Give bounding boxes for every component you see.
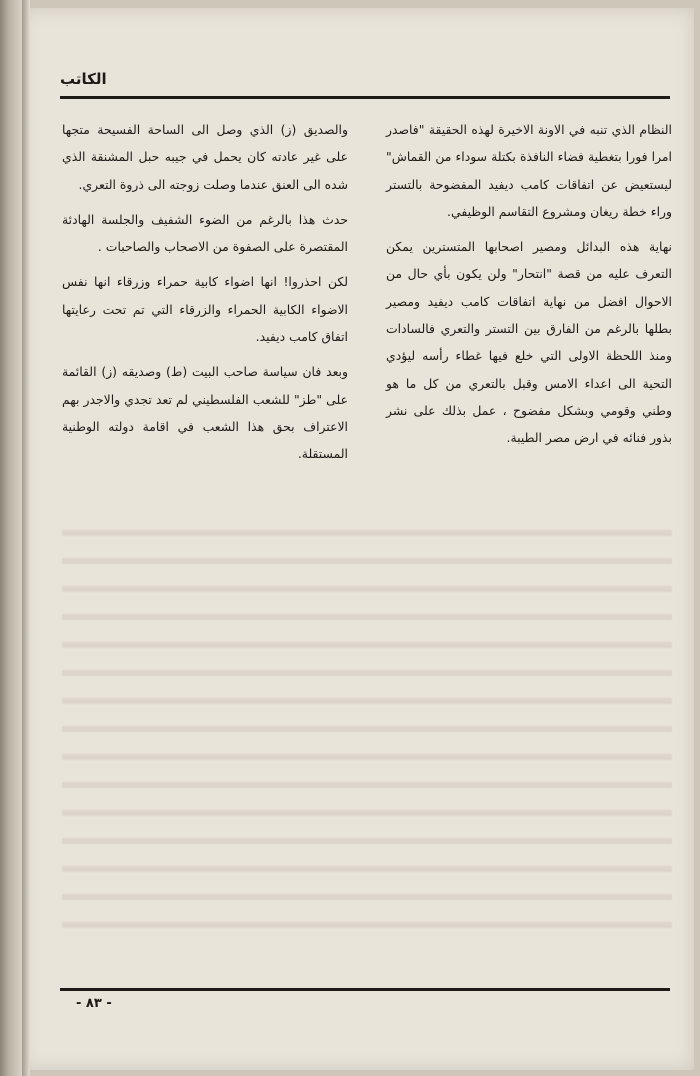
text-column-right — [386, 116, 672, 460]
paragraph: نهاية هذه البدائل ومصير اصحابها المتسترين يمكن التعرف عليه من قصة "انتحار" ولن يكون بأي حال من الاحوال افضل من نهاية اتفاقات كامب ديفيد ومصير بطلها بالرغم من الفارق بين التستر والتعري فالسادات ومنذ اللحظة الاولى التي خلع فيها غطاء رأسه ليؤدي التحية الى اعداء الامس وقبل بالتعري من كل ما هو وطني وقومي وبشكل مفضوح ، عمل بذلك على نشر بذور فنائه في ارض مصر الطيبة. — [386, 239, 672, 446]
running-header-title: الكاتب — [60, 70, 107, 88]
paragraph: حدث هذا بالرغم من الضوء الشفيف والجلسة الهادئة المقتصرة على الصفوة من الاصحاب والصاحبات . — [62, 211, 348, 255]
paragraph: لكن احذروا! انها اضواء كابية حمراء وزرقاء انها نفس الاضواء الكابية الحمراء والزرقاء التي تم تحت رعايتها اتفاق كامب ديفيد. — [62, 274, 348, 345]
text-column-left — [62, 116, 348, 476]
paragraph: النظام الذي تنبه في الاونة الاخيرة لهذه الحقيقة "فاصدر امرا فورا بتغطية فضاء النافذة بكتلة سوداء من القماش" ليستعيض عن اتفاقات كامب ديفيد المفضوحة بالتستر وراء خطة ريغان ومشروع التقاسم الوظيفي. — [386, 122, 672, 219]
book-binding — [0, 0, 22, 1076]
header-rule — [60, 96, 670, 99]
page-edge — [22, 0, 30, 1076]
footer-rule — [60, 988, 670, 991]
show-through-texture — [62, 520, 672, 950]
paragraph: والصديق (ز) الذي وصل الى الساحة الفسيحة متجها على غير عادته كان يحمل في جيبه حبل المشنقة الذي شده الى العنق عندما وصلت زوجته الى ذروة التعري. — [62, 122, 348, 192]
page-number: - ٨٣ - — [76, 996, 112, 1011]
paragraph: وبعد فان سياسة صاحب البيت (ط) وصديقه (ز) القائمة على "طز" للشعب الفلسطيني لم تعد تجدي والاجدر بهم الاعتراف بحق هذا الشعب في اقامة دولته الوطنية المستقلة. — [62, 364, 348, 462]
